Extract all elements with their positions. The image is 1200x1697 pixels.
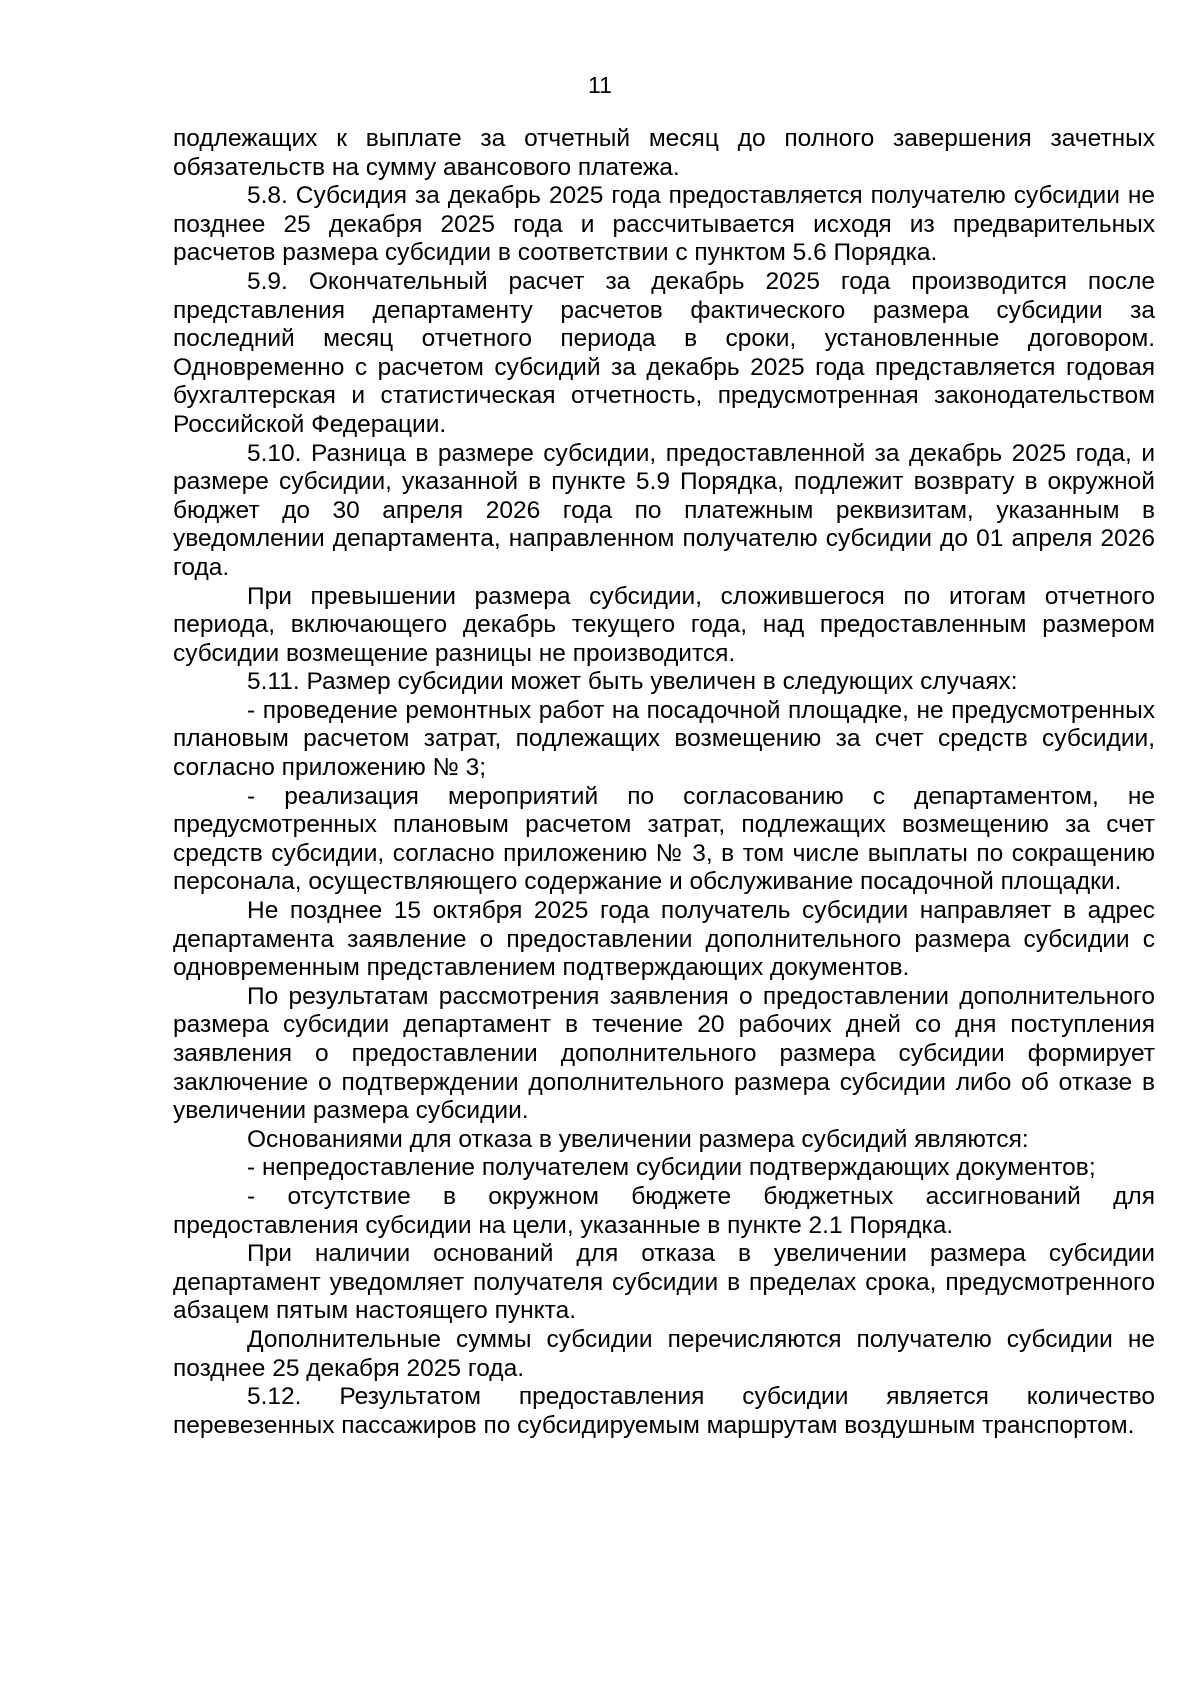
paragraph-5-10: 5.10. Разница в размере субсидии, предоставленной за декабрь 2025 года, и размере субсидии, указанной в пункте 5.9 Порядка, подлежит возврату в окружной бюджет до 30 апреля 2026 года по платежным реквизитам, указанным в уведомлении департамента, направленном получателю субсидии до 01 апреля 2026 года. [173, 439, 1155, 581]
page-number: 11 [588, 72, 612, 98]
paragraph-application-deadline: Не позднее 15 октября 2025 года получатель субсидии направляет в адрес департамента заявление о предоставлении дополнительного размера субсидии с одновременным представлением подтверждающих документов. [173, 897, 1155, 982]
list-item-measures: - реализация мероприятий по согласованию с департаментом, не предусмотренных плановым расчетом затрат, подлежащих возмещению за счет средств субсидии, согласно приложению № 3, в том числе выплаты по сокращению персонала, осуществляющего содержание и обслуживание посадочной площадки. [173, 782, 1155, 896]
list-item-no-documents: - непредоставление получателем субсидии подтверждающих документов; [247, 1154, 1096, 1182]
paragraph-excess-subsidy: При превышении размера субсидии, сложившегося по итогам отчетного периода, включающего декабрь текущего года, над предоставленным размером субсидии возмещение разницы не производится. [173, 582, 1155, 667]
document-body [173, 125, 1155, 1440]
paragraph-5-12: 5.12. Результатом предоставления субсидии является количество перевезенных пассажиров по субсидируемым маршрутам воздушным транспортом. [173, 1383, 1155, 1439]
list-item-no-budget: - отсутствие в окружном бюджете бюджетных ассигнований для предоставления субсидии на цели, указанные в пункте 2.1 Порядка. [173, 1182, 1155, 1239]
list-item-repair-works: - проведение ремонтных работ на посадочной площадке, не предусмотренных плановым расчетом затрат, подлежащих возмещению за счет средств субсидии, согласно приложению № 3; [173, 696, 1155, 782]
paragraph-5-11: 5.11. Размер субсидии может быть увеличен в следующих случаях: [247, 668, 1018, 696]
paragraph-refusal-grounds: Основаниями для отказа в увеличении размера субсидий являются: [247, 1125, 1029, 1153]
paragraph-additional-sums: Дополнительные суммы субсидии перечисляются получателю субсидии не позднее 25 декабря 2025 года. [173, 1325, 1155, 1382]
paragraph-refusal-notice: При наличии оснований для отказа в увеличении размера субсидии департамент уведомляет получателя субсидии в пределах срока, предусмотренного абзацем пятым настоящего пункта. [173, 1240, 1155, 1325]
paragraph-5-9: 5.9. Окончательный расчет за декабрь 2025 года производится после представления департаменту расчетов фактического размера субсидии за последний месяц отчетного периода в сроки, установленные договором. Одновременно с расчетом субсидий за декабрь 2025 года представляется годовая бухгалтерская и статистическая отчетность, предусмотренная законодательством Российской Федерации. [173, 267, 1155, 438]
paragraph-continuation: подлежащих к выплате за отчетный месяц до полного завершения зачетных обязательств на сумму авансового платежа. [173, 125, 1155, 181]
paragraph-review-results: По результатам рассмотрения заявления о предоставлении дополнительного размера субсидии департамент в течение 20 рабочих дней со дня поступления заявления о предоставлении дополнительного размера субсидии формирует заключение о подтверждении дополнительного размера субсидии либо об отказе в увеличении размера субсидии. [173, 982, 1155, 1125]
paragraph-5-8: 5.8. Субсидия за декабрь 2025 года предоставляется получателю субсидии не позднее 25 декабря 2025 года и рассчитывается исходя из предварительных расчетов размера субсидии в соответствии с пунктом 5.6 Порядка. [173, 182, 1155, 267]
